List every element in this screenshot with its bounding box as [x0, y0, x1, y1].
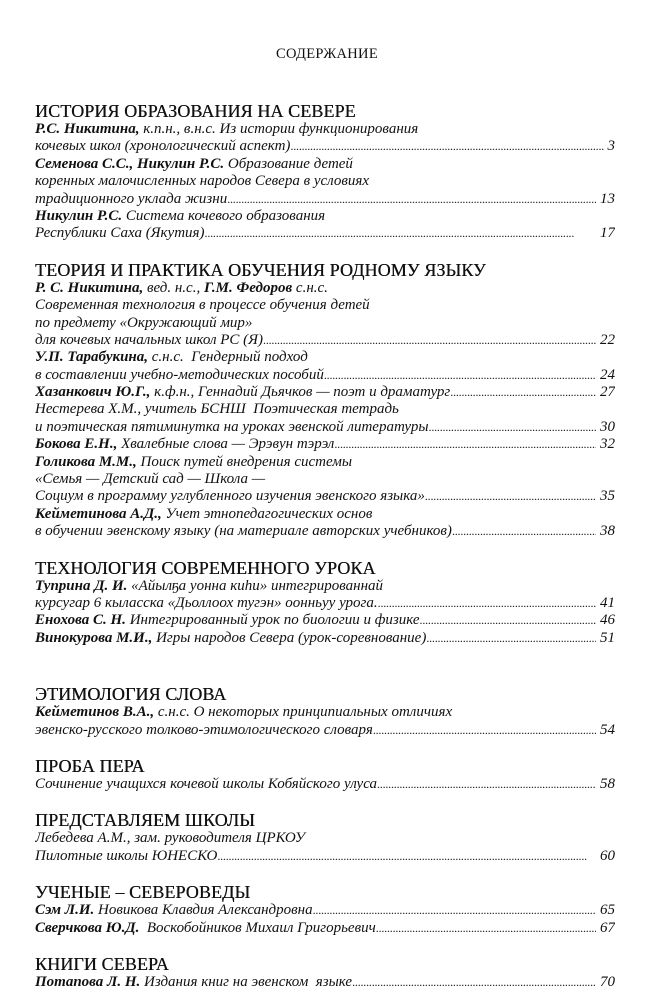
entry-title: к.ф.н., Геннадий Дьячков — поэт и драматург: [150, 384, 451, 401]
toc-entry-line[interactable]: [35, 436, 615, 453]
entry-text: [35, 830, 305, 847]
page-number: 38: [600, 523, 615, 540]
entry-text: [35, 848, 217, 865]
toc-section: [35, 261, 615, 541]
toc-entry-line[interactable]: [35, 367, 615, 384]
dot-leader: [227, 191, 596, 208]
entry-title: для кочевых начальных школ РС (Я): [35, 331, 264, 348]
toc-entry-line[interactable]: [35, 191, 615, 208]
dot-leader: [324, 367, 596, 384]
entry-title: Хвалебные слова — Эрэвун тэрэл: [117, 436, 335, 453]
section-heading: КНИГИ СЕВЕРА: [35, 953, 169, 974]
entry-title: в обучении эвенскому языку (на материале авторских учебников): [35, 523, 452, 540]
entry-author: Р.С. Никитина,: [35, 121, 140, 137]
toc-entry-line[interactable]: [35, 523, 615, 540]
entry-title: Образование детей: [224, 155, 353, 172]
toc-entry-line[interactable]: [35, 630, 615, 647]
toc-entry-line: [35, 280, 615, 297]
entry-author: Енохова С. Н.: [35, 612, 126, 629]
entry-title: с.н.с. О некоторых принципиальных отличиях: [154, 704, 453, 721]
entry-text: [35, 191, 227, 208]
entry-text: [35, 974, 352, 991]
section-heading: ЭТИМОЛОГИЯ СЛОВА: [35, 684, 227, 705]
toc-entry-line: [35, 401, 615, 418]
toc-section: [35, 685, 615, 739]
entry-title: Современная технология в процессе обучения детей: [35, 297, 370, 314]
entry-text: [35, 523, 452, 540]
dot-leader: [420, 612, 596, 629]
page-number: 46: [600, 612, 615, 629]
entry-text: [35, 401, 399, 418]
entry-text: [35, 902, 313, 919]
section-heading: ТЕОРИЯ И ПРАКТИКА ОБУЧЕНИЯ РОДНОМУ ЯЗЫКУ: [35, 259, 486, 280]
toc-entry-line[interactable]: [35, 920, 615, 937]
entry-author: Сверчкова Ю.Д.: [35, 919, 140, 936]
entry-text: [35, 704, 452, 721]
toc-entry-line: [35, 208, 615, 225]
entry-title: Сочинение учащихся кочевой школы Кобяйского улуса: [35, 775, 377, 792]
entry-text: [35, 332, 263, 349]
entry-text: [35, 121, 418, 138]
dot-leader: [217, 848, 596, 865]
page-number: 22: [600, 331, 615, 348]
entry-text: [35, 612, 420, 629]
page-number: 54: [600, 721, 615, 738]
entry-author: Винокурова М.И.,: [35, 629, 153, 646]
entry-author: Кейметинов В.А.,: [35, 704, 155, 721]
entry-title: и поэтическая пятиминутка на уроках эвенской литературы: [35, 418, 429, 435]
entry-text: [35, 384, 450, 401]
entry-title: Игры народов Севера (урок-соревнование): [152, 629, 427, 646]
dot-leader: [425, 488, 596, 505]
page-number: 60: [600, 847, 615, 864]
entry-author: Г.М. Федоров: [200, 279, 293, 296]
entry-text: [35, 138, 290, 155]
toc-entry-line: [35, 704, 615, 721]
page-number: 70: [600, 973, 615, 990]
entry-text: [35, 419, 429, 436]
entry-author: Бокова Е.Н.,: [35, 436, 118, 453]
entry-title: эвенско-русского толково-этимологического словаря: [35, 721, 373, 738]
page-number: 24: [600, 366, 615, 383]
entry-text: [35, 595, 378, 612]
entry-author: Голикова М.М.,: [35, 453, 137, 470]
entry-text: [35, 208, 325, 225]
entry-title: традиционного уклада жизни: [35, 190, 228, 207]
entry-text: [35, 367, 324, 384]
entry-title: Новикова Клавдия Александровна: [94, 902, 313, 919]
entry-title: Республики Саха (Якутия): [35, 225, 205, 242]
entry-text: [35, 506, 372, 523]
entry-author: Потапова Л. Н.: [35, 973, 141, 990]
entry-author: У.П. Тарабукина,: [35, 349, 148, 366]
toc-entry-line: [35, 830, 615, 847]
page-number: 13: [600, 190, 615, 207]
entry-author: Хазанкович Ю.Г.,: [35, 384, 151, 401]
dot-leader: [450, 384, 596, 401]
page-number: 17: [600, 225, 615, 242]
entry-text: [35, 173, 369, 190]
dot-leader: [376, 920, 596, 937]
entry-text: [35, 280, 328, 297]
entry-text: [35, 776, 377, 793]
page-number: 35: [600, 488, 615, 505]
page-number: 41: [600, 594, 615, 611]
dot-leader: [373, 722, 596, 739]
toc-entry-line[interactable]: [35, 419, 615, 436]
entry-text: [35, 920, 376, 937]
toc-entry-line: [35, 173, 615, 190]
entry-title: Воскобойников Михаил Григорьевич: [139, 919, 376, 936]
page-number: 30: [600, 418, 615, 435]
toc-section: [35, 955, 615, 991]
toc-entry-line[interactable]: [35, 902, 615, 919]
entry-text: [35, 630, 426, 647]
entry-author: Туприна Д. И.: [35, 577, 128, 594]
entry-title: по предмету «Окружающий мир»: [35, 314, 253, 331]
toc-entry-line: [35, 578, 615, 595]
entry-text: [35, 488, 425, 505]
dot-leader: [378, 595, 596, 612]
toc-entry-line: [35, 297, 615, 314]
toc-entry-line: [35, 471, 615, 488]
entry-title: коренных малочисленных народов Севера в условиях: [35, 173, 370, 190]
entry-text: [35, 297, 370, 314]
entry-text: [35, 578, 383, 595]
entry-author: Сэм Л.И.: [35, 902, 95, 919]
toc-entry-line[interactable]: [35, 384, 615, 401]
page-number: 32: [600, 436, 615, 453]
entry-title: с.н.с.: [292, 279, 328, 296]
toc-entry-line[interactable]: [35, 138, 615, 155]
entry-author: Семенова С.С., Никулин Р.С.: [35, 155, 225, 172]
dot-leader: [352, 974, 596, 991]
entry-title: Система кочевого образования: [122, 207, 326, 224]
dot-leader: [205, 225, 596, 242]
page-number: 67: [600, 919, 615, 936]
toc-entry-line[interactable]: [35, 595, 615, 612]
toc-entry-line[interactable]: [35, 722, 615, 739]
dot-leader: [429, 419, 596, 436]
entry-text: [35, 225, 205, 242]
entry-title: Пилотные школы ЮНЕСКО: [35, 847, 218, 864]
toc-entry-line[interactable]: [35, 776, 615, 793]
entry-author: Никулин Р.С.: [35, 207, 123, 224]
entry-text: [35, 436, 334, 453]
entry-text: [35, 315, 252, 332]
toc-entry-line[interactable]: [35, 848, 615, 865]
entry-author: Кейметинова А.Д.,: [35, 505, 162, 522]
toc-entry-line[interactable]: [35, 488, 615, 505]
page-number: 3: [607, 138, 615, 155]
toc-entry-line[interactable]: [35, 974, 615, 991]
toc-entry-line: [35, 454, 615, 471]
section-heading: ТЕХНОЛОГИЯ СОВРЕМЕННОГО УРОКА: [35, 557, 376, 578]
entry-title: Поиск путей внедрения системы: [136, 453, 352, 470]
section-heading: УЧЕНЫЕ – СЕВЕРОВЕДЫ: [35, 882, 251, 903]
entry-title: «Айылҕа уонна киhи» интегрированнай: [127, 577, 384, 594]
dot-leader: [334, 436, 596, 453]
toc-entry-line: [35, 121, 615, 138]
section-heading: ИСТОРИЯ ОБРАЗОВАНИЯ НА СЕВЕРЕ: [35, 101, 356, 121]
page-number: 58: [600, 775, 615, 792]
toc-entry-line[interactable]: [35, 225, 615, 242]
toc-entry-line: [35, 156, 615, 173]
toc-section: [35, 883, 615, 937]
entry-title: Лебедева А.М., зам. руководителя ЦРКОУ: [35, 830, 305, 847]
toc-section: [35, 811, 615, 865]
entry-title: вед. н.с.,: [143, 279, 201, 296]
entry-text: [35, 722, 373, 739]
toc-entry-line[interactable]: [35, 612, 615, 629]
toc-section: [35, 102, 615, 243]
dot-leader: [426, 630, 596, 647]
entry-text: [35, 471, 265, 488]
page-number: 65: [600, 902, 615, 919]
page-number: 51: [600, 629, 615, 646]
dot-leader: [290, 138, 603, 155]
entry-title: Нестерева Х.М., учитель БСНШ Поэтическая тетрадь: [35, 401, 399, 418]
toc-entry-line[interactable]: [35, 332, 615, 349]
section-heading: ПРОБА ПЕРА: [35, 755, 145, 776]
entry-title: к.п.н., в.н.с. Из истории функционирования: [139, 121, 419, 137]
page-number: 27: [600, 384, 615, 401]
entry-title: Интегрированный урок по биологии и физике: [125, 612, 420, 629]
entry-title: курсугар 6 кыласска «Дьоллоох тугэн» оонньуу урога.: [35, 594, 378, 611]
entry-text: [35, 156, 353, 173]
entry-title: Социум в программу углубленного изучения эвенского языка»: [35, 488, 425, 505]
entry-title: кочевых школ (хронологический аспект): [35, 138, 291, 155]
page-title: СОДЕРЖАНИЕ: [276, 46, 378, 62]
entry-author: Р. С. Никитина,: [35, 279, 144, 296]
entry-text: [35, 454, 352, 471]
toc-section: [35, 757, 615, 793]
toc-entry-line: [35, 315, 615, 332]
entry-title: в составлении учебно-методических пособий: [35, 366, 324, 383]
dot-leader: [313, 902, 596, 919]
dot-leader: [377, 776, 596, 793]
toc-section: [35, 559, 615, 648]
section-heading: ПРЕДСТАВЛЯЕМ ШКОЛЫ: [35, 810, 255, 831]
toc-entry-line: [35, 506, 615, 523]
toc-entry-line: [35, 349, 615, 366]
entry-text: [35, 349, 308, 366]
table-of-contents: [35, 84, 615, 991]
dot-leader: [452, 523, 596, 540]
entry-title: «Семья — Детский сад — Школа —: [35, 471, 266, 488]
entry-title: с.н.с. Гендерный подход: [148, 349, 308, 366]
dot-leader: [263, 332, 596, 349]
entry-title: Учет этнопедагогических основ: [161, 505, 373, 522]
entry-title: Издания книг на эвенском языке: [140, 973, 353, 990]
